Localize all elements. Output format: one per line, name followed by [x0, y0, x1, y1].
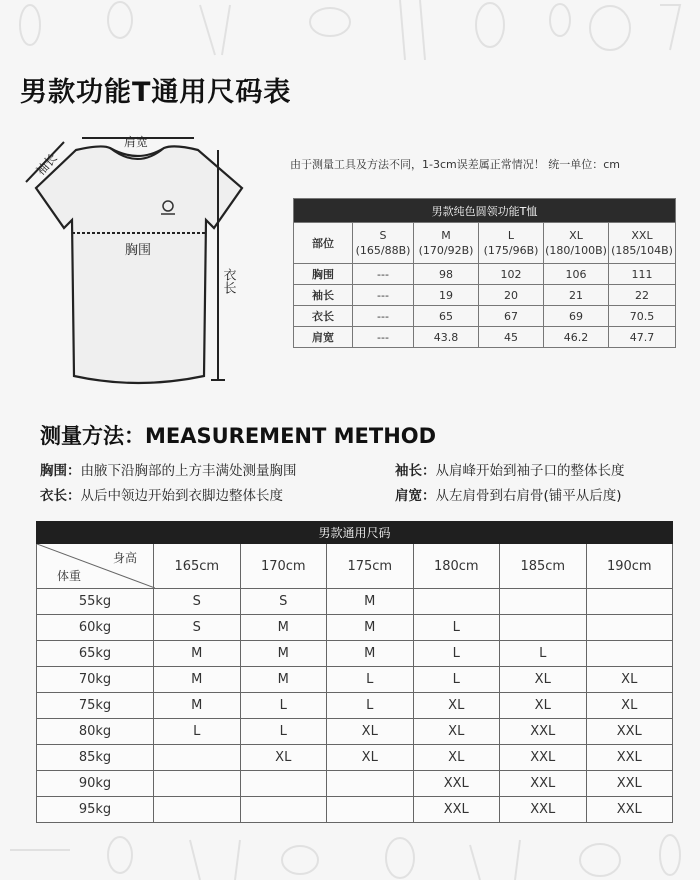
size-cell: M: [327, 615, 414, 641]
size-cell: [327, 771, 414, 797]
measurement-cell: 67: [479, 306, 544, 327]
size-cell: [327, 797, 414, 823]
size-cell: XXL: [586, 719, 673, 745]
measurement-cell: 20: [479, 285, 544, 306]
chest-label: 胸围: [124, 243, 152, 258]
shoulder-label: 肩宽: [123, 135, 149, 149]
size-cell: XL: [586, 693, 673, 719]
size-cell: [154, 771, 241, 797]
table-row: [37, 641, 673, 667]
size-chart-caption: 男款通用尺码: [37, 522, 673, 544]
size-cell: M: [327, 589, 414, 615]
size-cell: XL: [413, 719, 500, 745]
table-row: [37, 667, 673, 693]
size-cell: [500, 589, 587, 615]
background-gear-pattern-top: [0, 0, 700, 60]
size-cell: M: [327, 641, 414, 667]
background-gear-pattern-bottom: [0, 820, 700, 880]
size-cell: XXL: [413, 797, 500, 823]
garment-measurement-table: [293, 198, 676, 348]
size-header: XXL (185/104B): [609, 223, 676, 264]
size-cell: [586, 615, 673, 641]
size-cell: [154, 745, 241, 771]
size-cell: S: [240, 589, 327, 615]
measurement-cell: 47.7: [609, 327, 676, 348]
size-header: L (175/96B): [479, 223, 544, 264]
measurement-cell: 111: [609, 264, 676, 285]
size-cell: S: [154, 589, 241, 615]
measurement-cell: 106: [544, 264, 609, 285]
measurement-row: [294, 327, 676, 348]
weight-row-label: 90kg: [37, 771, 154, 797]
height-column-header: 190cm: [586, 544, 673, 589]
measurement-note: 由于测量工具及方法不同，1-3cm误差属正常情况！ 统一单位：cm: [290, 158, 620, 171]
size-cell: XL: [413, 693, 500, 719]
size-cell: [586, 589, 673, 615]
measurement-cell: ---: [353, 264, 414, 285]
height-column-header: 180cm: [413, 544, 500, 589]
height-column-header: 170cm: [240, 544, 327, 589]
size-cell: M: [240, 667, 327, 693]
size-cell: L: [240, 693, 327, 719]
height-column-header: 175cm: [327, 544, 414, 589]
size-cell: L: [327, 693, 414, 719]
size-cell: [500, 615, 587, 641]
method-item: 衣长：从后中领边开始到衣脚边整体长度: [40, 488, 283, 504]
size-cell: XL: [500, 667, 587, 693]
size-cell: XL: [500, 693, 587, 719]
measurement-method-title: 测量方法：MEASUREMENT METHOD: [40, 424, 437, 448]
size-header: M (170/92B): [414, 223, 479, 264]
measurement-row-label: 胸围: [294, 264, 353, 285]
measurement-cell: 21: [544, 285, 609, 306]
measurement-cell: 22: [609, 285, 676, 306]
size-header: S (165/88B): [353, 223, 414, 264]
measurement-cell: 45: [479, 327, 544, 348]
weight-row-label: 55kg: [37, 589, 154, 615]
height-weight-corner: 身高 体重: [37, 544, 154, 589]
size-cell: M: [240, 641, 327, 667]
method-item: 胸围：由腋下沿胸部的上方丰满处测量胸围: [40, 463, 297, 479]
size-cell: XXL: [500, 719, 587, 745]
size-cell: L: [327, 667, 414, 693]
size-cell: XXL: [500, 797, 587, 823]
table-row: [37, 797, 673, 823]
size-cell: XXL: [500, 771, 587, 797]
size-cell: L: [500, 641, 587, 667]
length-label: 衣长: [220, 268, 236, 294]
size-cell: M: [154, 667, 241, 693]
size-cell: XL: [327, 719, 414, 745]
measurement-cell: 19: [414, 285, 479, 306]
measurement-cell: 70.5: [609, 306, 676, 327]
size-cell: XXL: [500, 745, 587, 771]
size-cell: L: [413, 615, 500, 641]
height-column-header: 165cm: [154, 544, 241, 589]
measurement-row: [294, 264, 676, 285]
table-row: [37, 615, 673, 641]
table-row: [37, 719, 673, 745]
size-cell: XXL: [586, 771, 673, 797]
measurement-cell: ---: [353, 285, 414, 306]
size-cell: M: [240, 615, 327, 641]
size-cell: L: [413, 641, 500, 667]
weight-row-label: 95kg: [37, 797, 154, 823]
table-row: [37, 693, 673, 719]
size-cell: L: [413, 667, 500, 693]
weight-row-label: 80kg: [37, 719, 154, 745]
measurement-row-label: 肩宽: [294, 327, 353, 348]
size-cell: M: [154, 693, 241, 719]
part-column-header: 部位: [294, 223, 353, 264]
table-row: [37, 589, 673, 615]
weight-row-label: 70kg: [37, 667, 154, 693]
measurement-row: [294, 306, 676, 327]
size-cell: L: [154, 719, 241, 745]
sleeve-label: 袖长: [33, 150, 60, 179]
size-cell: XL: [240, 745, 327, 771]
size-cell: XXL: [413, 771, 500, 797]
measurement-cell: 43.8: [414, 327, 479, 348]
weight-row-label: 60kg: [37, 615, 154, 641]
size-cell: [413, 589, 500, 615]
size-cell: [586, 641, 673, 667]
measurement-row-label: 袖长: [294, 285, 353, 306]
measurement-cell: 98: [414, 264, 479, 285]
size-cell: [240, 771, 327, 797]
table-row: [37, 745, 673, 771]
weight-row-label: 85kg: [37, 745, 154, 771]
measurement-cell: 69: [544, 306, 609, 327]
measurement-row-label: 衣长: [294, 306, 353, 327]
page-title: 男款功能T通用尺码表: [20, 77, 292, 108]
measurement-cell: ---: [353, 327, 414, 348]
size-cell: [240, 797, 327, 823]
height-column-header: 185cm: [500, 544, 587, 589]
measurement-cell: ---: [353, 306, 414, 327]
size-cell: L: [240, 719, 327, 745]
size-cell: XL: [413, 745, 500, 771]
size-cell: XXL: [586, 797, 673, 823]
measurement-cell: 102: [479, 264, 544, 285]
measurement-row: [294, 285, 676, 306]
size-header: XL (180/100B): [544, 223, 609, 264]
size-cell: [154, 797, 241, 823]
size-cell: XL: [586, 667, 673, 693]
general-size-chart: [36, 521, 673, 823]
measurement-table-caption: 男款纯色圆领功能T恤: [294, 199, 676, 223]
weight-row-label: 65kg: [37, 641, 154, 667]
size-cell: XXL: [586, 745, 673, 771]
measurement-cell: 65: [414, 306, 479, 327]
size-cell: XL: [327, 745, 414, 771]
weight-row-label: 75kg: [37, 693, 154, 719]
size-cell: S: [154, 615, 241, 641]
tshirt-diagram: [18, 128, 258, 393]
measurement-cell: 46.2: [544, 327, 609, 348]
method-item: 肩宽：从左肩骨到右肩骨(铺平从后度): [395, 488, 622, 504]
method-item: 袖长：从肩峰开始到袖子口的整体长度: [395, 463, 625, 479]
size-cell: M: [154, 641, 241, 667]
table-row: [37, 771, 673, 797]
